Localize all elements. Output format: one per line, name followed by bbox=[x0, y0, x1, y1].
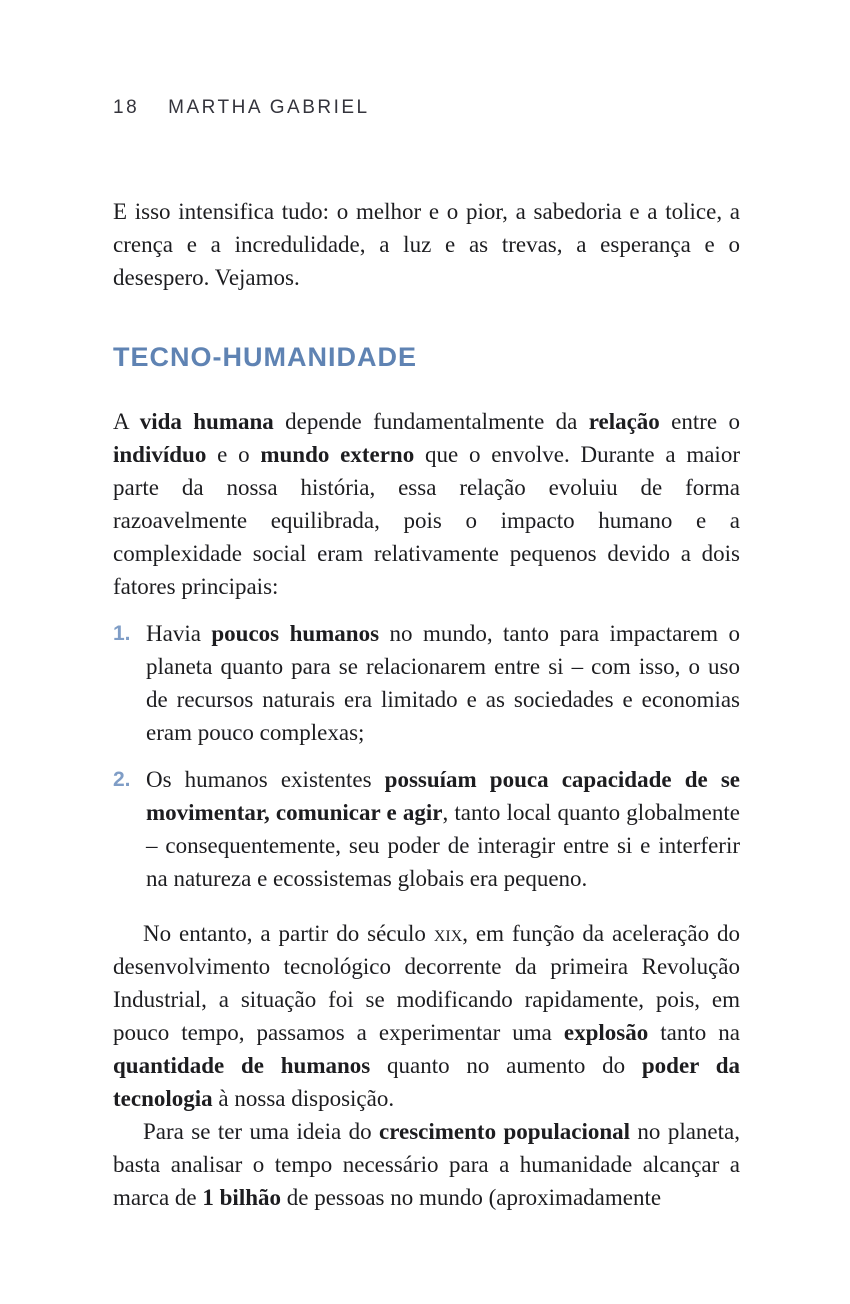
list-item bbox=[113, 763, 740, 895]
running-header bbox=[113, 0, 740, 119]
running-title-author: MARTHA GABRIEL bbox=[168, 97, 370, 118]
list-item-marker: 2. bbox=[113, 768, 131, 791]
section-heading: TECNO-HUMANIDADE bbox=[113, 342, 417, 372]
section-lead-paragraph: A vida humana depende fundamentalmente da relação entre o indivíduo e o mundo externo que o envolve. Durante a maior parte da nossa história, essa relação evoluiu de forma razoavelmente equilibrada, pois o impacto humano e a complexidade social eram relativamente pequenos devido a dois fatores principais: bbox=[113, 409, 740, 599]
list-item-marker: 1. bbox=[113, 622, 131, 645]
numbered-list bbox=[113, 617, 740, 895]
intro-paragraph: E isso intensifica tudo: o melhor e o pior, a sabedoria e a tolice, a crença e a incredulidade, a luz e as trevas, a esperança e o desespero. Vejamos. bbox=[113, 199, 740, 290]
paragraph: No entanto, a partir do século xix, em função da aceleração do desenvolvimento tecnológico decorrente da primeira Revolução Industrial, a situação foi se modificando rapidamente, pois, em pouco tempo, passamos a experimentar uma explosão tanto na quantidade de humanos quanto no aumento do poder da tecnologia à nossa disposição. bbox=[113, 921, 740, 1111]
page-number: 18 bbox=[113, 97, 140, 118]
list-item bbox=[113, 617, 740, 749]
body-prose bbox=[113, 917, 740, 1214]
list-item-text: Havia poucos humanos no mundo, tanto para impactarem o planeta quanto para se relacionarem entre si – com isso, o uso de recursos naturais era limitado e as sociedades e economias eram pouco complexas; bbox=[146, 621, 741, 745]
paragraph: Para se ter uma ideia do crescimento populacional no planeta, basta analisar o tempo necessário para a humanidade alcançar a marca de 1 bilhão de pessoas no mundo (aproximadamente bbox=[113, 1119, 740, 1210]
list-item-text: Os humanos existentes possuíam pouca capacidade de se movimentar, comunicar e agir, tanto local quanto globalmente – consequentemente, seu poder de interagir entre si e interferir na natureza e ecossistemas globais era pequeno. bbox=[146, 767, 740, 891]
